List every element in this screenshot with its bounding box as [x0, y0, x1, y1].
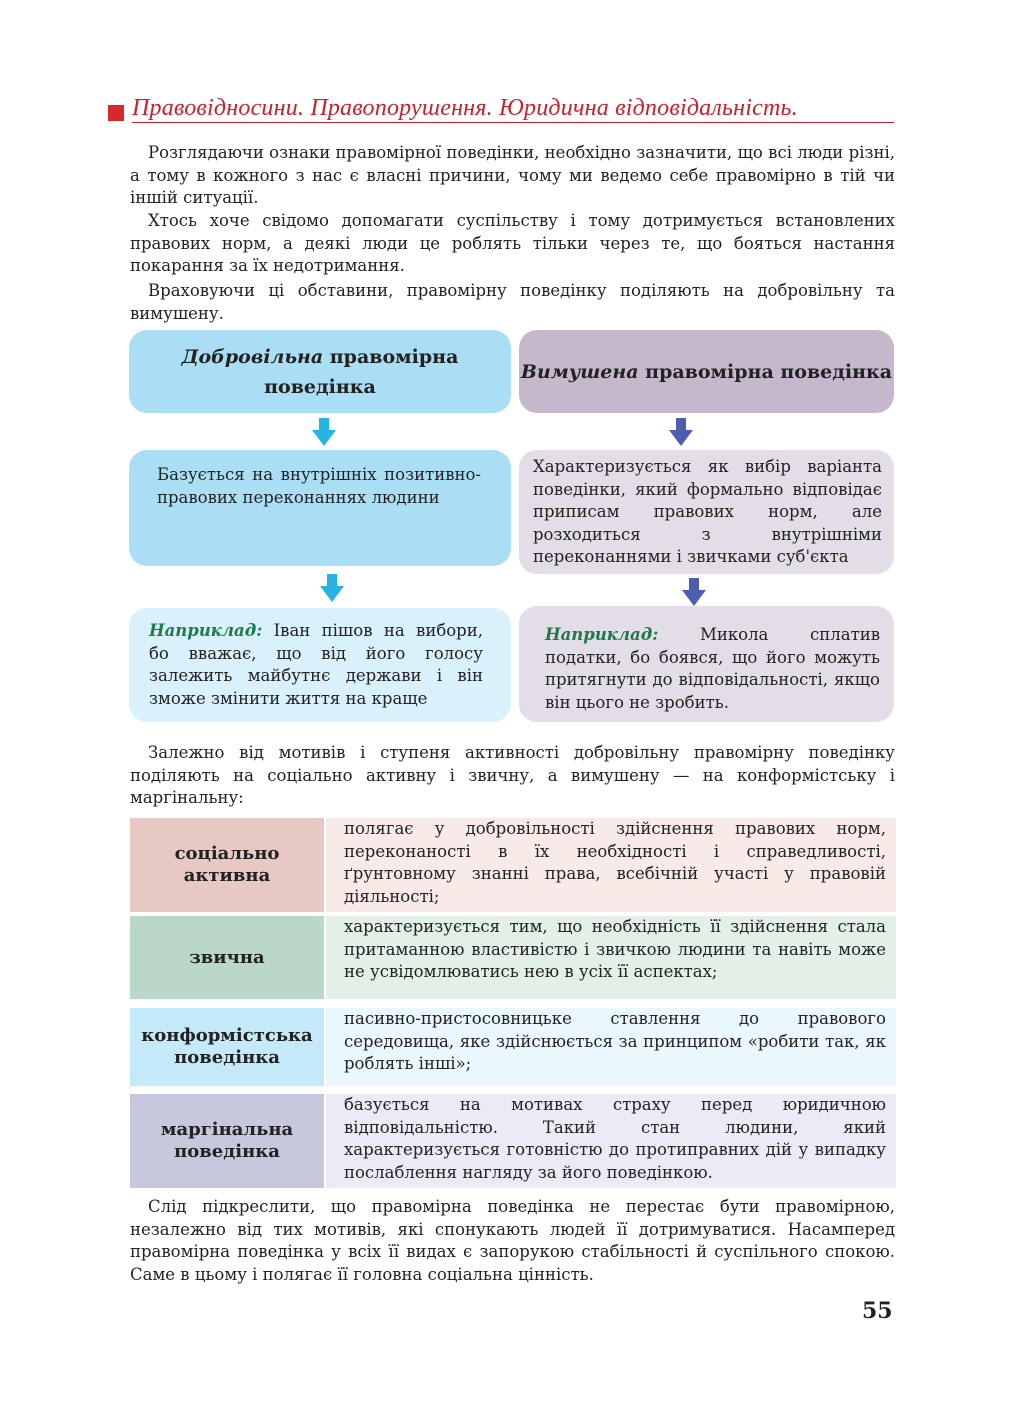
table-row: [130, 1008, 896, 1086]
type-description: полягає у добровільності здійснення правових норм, переконаності в їх необхідності і справедливості, ґрунтовному знанні права, всебічній участі у правовій діяльності;: [326, 818, 896, 912]
forced-basis-text: Характеризується як вибір варіанта поведінки, який формально відповідає приписам правових норм, але розходиться з внутрішніми переконаннями і звичками суб'єкта: [533, 457, 882, 567]
table-row: [130, 1094, 896, 1188]
section-header: [108, 95, 894, 125]
type-label: маргінальна поведінка: [130, 1094, 324, 1188]
section-title: Правовідносини. Правопорушення. Юридична відповідальність.: [132, 95, 798, 121]
arrow-down-icon: [682, 578, 706, 606]
paragraph-intro-1: Розглядаючи ознаки правомірної поведінки, необхідно зазначити, що всі люди різні, а тому в кожного з нас є власні причини, чому ми ведемо себе правомірно в тій чи іншій ситуації.: [130, 143, 895, 208]
table-row: [130, 818, 896, 912]
forced-heading-rest: правомірна поведінка: [638, 360, 893, 383]
type-description: характеризується тим, що необхідність її здійснення стала притаманною властивістю і звичкою людини та навіть може не усвідомлюватись нею в усіх її аспектах;: [326, 916, 896, 999]
type-label: соціально активна: [130, 818, 324, 912]
type-label: конформістська поведінка: [130, 1008, 324, 1086]
voluntary-heading-emphasis: Добровільна: [181, 345, 324, 368]
type-label: звична: [130, 916, 324, 999]
arrow-down-icon: [320, 574, 344, 602]
table-row: [130, 916, 896, 999]
page-number: 55: [862, 1298, 893, 1324]
voluntary-example-box: [129, 608, 511, 722]
type-description: пасивно-пристосовницьке ставлення до правового середовища, яке здійснюється за принципом «робити так, як роблять інші»;: [326, 1008, 896, 1086]
voluntary-heading-rest: правомірна поведінка: [264, 345, 459, 398]
type-description: базується на мотивах страху перед юридичною відповідальністю. Такий стан людини, який характеризується готовністю до протиправних дій у випадку послаблення нагляду за його поведінкою.: [326, 1094, 896, 1188]
header-rule: [132, 122, 894, 123]
example-label: Наприклад:: [149, 621, 263, 640]
paragraph-intro-3: Враховуючи ці обставини, правомірну поведінку поділяють на добровільну та вимушену.: [130, 281, 895, 323]
red-square-marker: [108, 105, 124, 121]
example-label: Наприклад:: [545, 625, 659, 644]
voluntary-example-text: Іван пішов на вибори, бо вважає, що від його голосу залежить майбутнє держави і він зможе змінити життя на краще: [149, 621, 483, 708]
paragraph-classification: Залежно від мотивів і ступеня активності добровільну правомірну поведінку поділяють на соціально активну і звичну, а вимушену — на конформістську і маргінальну:: [130, 743, 895, 808]
voluntary-behavior-heading: [129, 330, 511, 413]
forced-example-text: Микола сплатив податки, бо боявся, що його можуть притягнути до відповідальності, якщо він цього не зробить.: [545, 625, 880, 712]
arrow-down-icon: [312, 418, 336, 446]
paragraph-intro-2: Хтось хоче свідомо допомагати суспільству і тому дотримується встановлених правових норм, а деякі люди це роблять тільки через те, що бояться настання покарання за їх недотримання.: [130, 211, 895, 276]
forced-heading-emphasis: Вимушена: [520, 360, 639, 383]
forced-basis-box: [519, 450, 894, 574]
voluntary-basis-text: Базується на внутрішніх позитивно-правових переконаннях людини: [157, 465, 481, 507]
paragraph-conclusion: Слід підкреслити, що правомірна поведінка не перестає бути правомірною, незалежно від тих мотивів, які спонукають людей її дотримуватися. Насамперед правомірна поведінка у всіх її видах є запорукою стабільності й суспільного спокою. Саме в цьому і полягає її головна соціальна цінність.: [130, 1197, 895, 1284]
arrow-down-icon: [669, 418, 693, 446]
forced-example-box: [519, 606, 894, 722]
voluntary-basis-box: [129, 450, 511, 566]
forced-behavior-heading: [519, 330, 894, 413]
